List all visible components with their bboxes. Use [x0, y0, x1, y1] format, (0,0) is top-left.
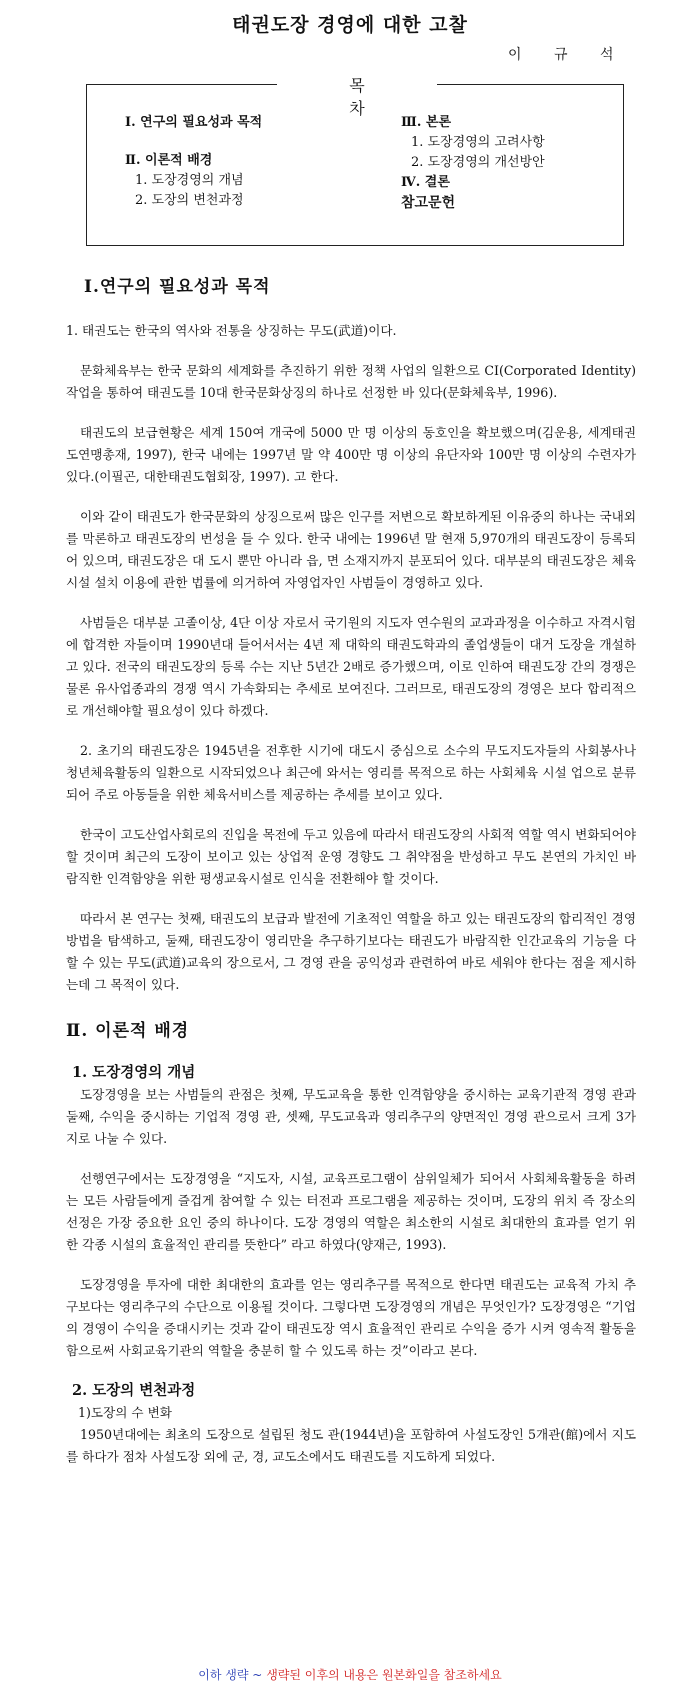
toc-item: 1. 도장경영의 고려사항 [411, 135, 545, 150]
paragraph: 태권도의 보급현황은 세계 150여 개국에 5000 만 명 이상의 동호인을 확보했으며(김운용, 세계태권도연맹총재, 1997), 한국 내에는 1997년 말 약 400만 명 이상의 유단자와 100만 명 이상의 수련자가 있다.(이필곤, 대한태권도협회장, 1997). 고 한다. [66, 425, 636, 484]
table-of-contents [86, 76, 624, 246]
toc-right-column [401, 113, 545, 213]
author-name: 이 규 석 [508, 47, 628, 63]
section-heading: Ⅰ.연구의 필요성과 목적 [84, 277, 271, 297]
paragraph: 2. 초기의 태권도장은 1945년을 전후한 시기에 대도시 중심으로 소수의 무도지도자들의 사회봉사나 청년체육활동의 일환으로 시작되었으나 최근에 와서는 영리를 목적으로 하는 사회체육 시설 업으로 분류되어 주로 아동들을 위한 체육서비스를 제공하는 추세를 보이고 있다. [66, 743, 636, 802]
paragraph: 이와 같이 태권도가 한국문화의 상징으로써 많은 인구를 저변으로 확보하게된 이유중의 하나는 국내외를 막론하고 태권도장의 번성을 들 수 있다. 한국 내에는 1996년 말 현재 5,970개의 태권도장이 등록되어 있으며, 태권도장은 대 도시 뿐만 아니라 읍, 면 소재지까지 분포되어 있다. 대부분의 태권도장은 체육시설 설치 이용에 관한 법률에 의거하여 자영업자인 사범들이 경영하고 있다. [66, 509, 636, 590]
omission-notice [0, 1666, 700, 1683]
document-title: 태권도장 경영에 대한 고찰 [232, 14, 468, 36]
paragraph: 문화체육부는 한국 문화의 세계화를 추진하기 위한 정책 사업의 일환으로 CI(Corporated Identity)작업을 통하여 태권도를 10대 한국문화상징의 하나로 선정한 바 있다(문화체육부, 1996). [66, 363, 636, 400]
toc-heading: 목 차 [277, 73, 437, 119]
toc-item: 2. 도장경영의 개선방안 [411, 155, 545, 170]
paragraph: 1950년대에는 최초의 도장으로 설립된 청도 관(1944년)을 포함하여 사설도장인 5개관(館)에서 지도를 하다가 점차 사설도장 외에 군, 경, 교도소에서도 태권도를 지도하게 되었다. [66, 1427, 636, 1464]
paragraph: 사범들은 대부분 고졸이상, 4단 이상 자로서 국기원의 지도자 연수원의 교과과정을 이수하고 자격시험에 합격한 자들이며 1990년대 들어서서는 4년 제 대학의 태권도학과의 졸업생들이 대거 도장을 개설하고 있다. 전국의 태권도장의 등록 수는 지난 5년간 2배로 증가했으며, 이로 인하여 태권도장 간의 경쟁은 물론 유사업종과의 경쟁 역시 가속화되는 추세로 보여진다. 그러므로, 태권도장의 경영은 보다 합리적으로 개선해야할 필요성이 있다 하겠다. [66, 615, 636, 718]
toc-item: Ⅳ. 결론 [401, 175, 450, 190]
paragraph: 따라서 본 연구는 첫째, 태권도의 보급과 발전에 기초적인 역할을 하고 있는 태권도장의 합리적인 경영방법을 탐색하고, 둘째, 태권도장이 영리만을 추구하기보다는 태권도가 바람직한 인간교육의 기능을 다 할 수 있는 무도(武道)교육의 장으로서, 그 경영 관을 공익성과 관련하여 바로 세워야 한다는 점을 제시하는데 그 목적이 있다. [66, 911, 636, 992]
paragraph: 도장경영을 보는 사범들의 관점은 첫째, 무도교육을 통한 인격함양을 중시하는 교육기관적 경영 관과 둘째, 수익을 중시하는 기업적 경영 관, 셋째, 무도교육과 영리추구의 양면적인 경영 관으로서 크게 3가지로 나눌 수 있다. [66, 1087, 636, 1146]
section-heading: Ⅱ. 이론적 배경 [66, 1021, 190, 1041]
toc-item: 2. 도장의 변천과정 [135, 193, 244, 208]
omitted-label: 이하 생략 ~ [198, 1668, 263, 1682]
toc-item: Ⅱ. 이론적 배경 [125, 153, 213, 168]
omitted-note: 생략된 이후의 내용은 원본화일을 참조하세요 [266, 1668, 502, 1682]
paragraph: 한국이 고도산업사회로의 진입을 목전에 두고 있음에 따라서 태권도장의 사회적 역할 역시 변화되어야 할 것이며 최근의 도장이 보이고 있는 상업적 운영 경향도 그 취약점을 반성하고 무도 본연의 가치인 바람직한 인격함양을 위한 평생교육시설로 인식을 전환해야 할 것이다. [66, 827, 636, 886]
toc-item: Ⅲ. 본론 [401, 115, 451, 130]
document-body [66, 276, 636, 1468]
paragraph: 도장경영을 투자에 대한 최대한의 효과를 얻는 영리추구를 목적으로 한다면 태권도는 교육적 가치 추구보다는 영리추구의 수단으로 이용될 것이다. 그렇다면 도장경영의 개념은 무엇인가? 도장경영은 “기업의 경영이 수익을 증대시키는 것과 같이 태권도장 역시 효율적인 관리로 수익을 증가 시켜 영속적 활동을 함으로써 사회교육기관의 역할을 충분히 할 수 있도록 하는 것”이라고 본다. [66, 1277, 636, 1358]
subsection-heading: 1. 도장경영의 개념 [72, 1064, 196, 1081]
subsection-heading: 2. 도장의 변천과정 [72, 1382, 196, 1399]
paragraph: 1. 태권도는 한국의 역사와 전통을 상징하는 무도(武道)이다. [66, 323, 397, 338]
toc-item: 1. 도장경영의 개념 [135, 173, 244, 188]
toc-item: Ⅰ. 연구의 필요성과 목적 [125, 115, 263, 130]
toc-item: 참고문헌 [401, 195, 456, 211]
toc-left-column [125, 113, 262, 211]
paragraph: 선행연구에서는 도장경영을 “지도자, 시설, 교육프로그램이 삼위일체가 되어서 사회체육활동을 하려는 모든 사람들에게 즐겁게 참여할 수 있는 터전과 프로그램을 제공하는 것이며, 도장의 위치 즉 장소의 선정은 가장 중요한 요인 중의 하나이다. 도장 경영의 역할은 최소한의 시설로 최대한의 효과를 얻기 위한 각종 시설의 효율적인 관리를 뜻한다” 라고 하였다(양재근, 1993). [66, 1171, 636, 1252]
sub-subsection-heading: 1)도장의 수 변화 [78, 1405, 172, 1420]
